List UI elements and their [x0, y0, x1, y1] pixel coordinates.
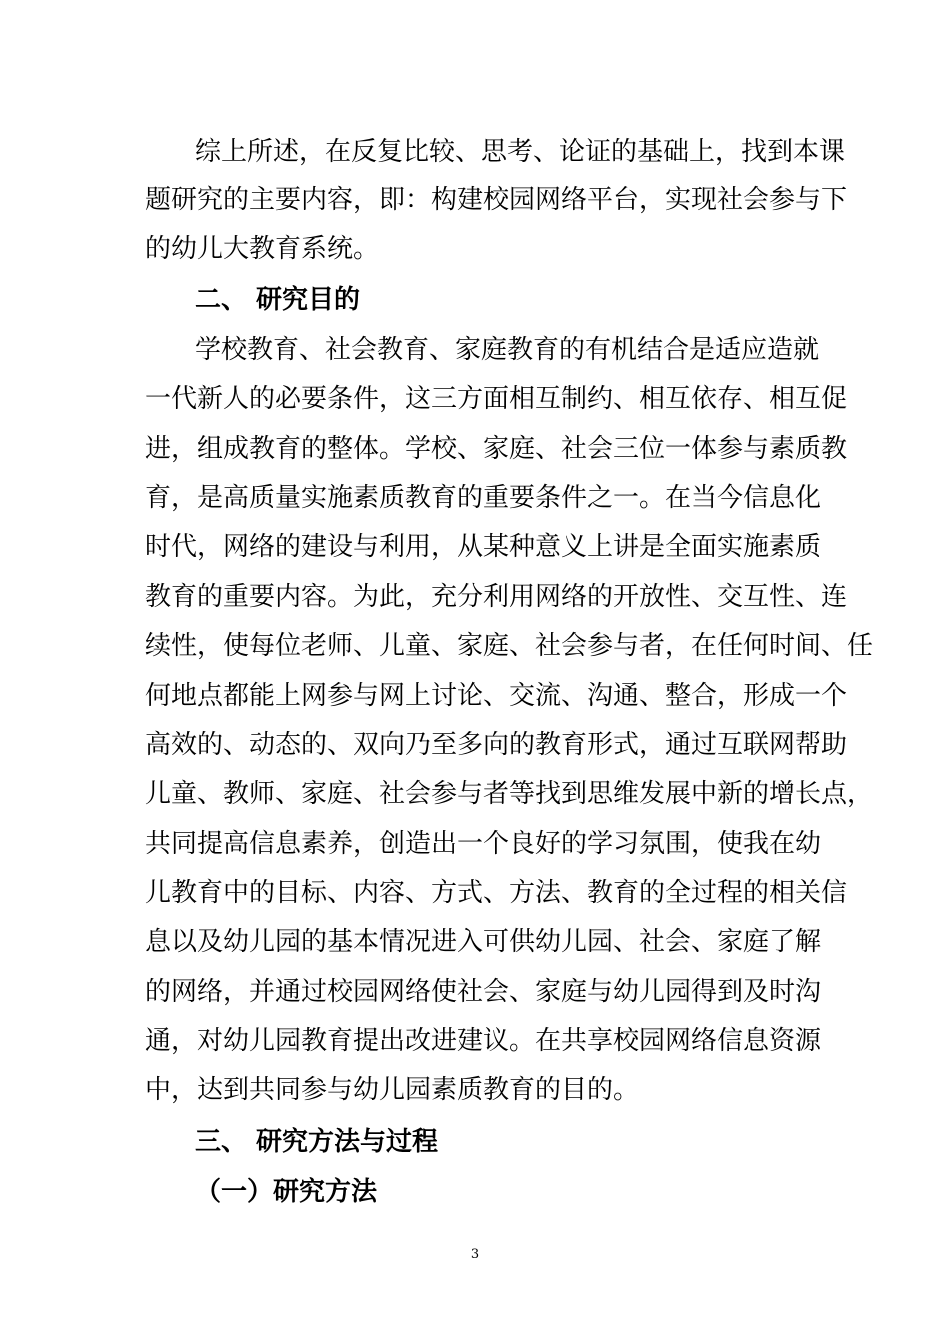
paragraph-line: 育，是高质量实施素质教育的重要条件之一。在当今信息化	[145, 483, 822, 513]
paragraph-line: 一代新人的必要条件，这三方面相互制约、相互依存、相互促	[145, 384, 848, 414]
paragraph-line: 共同提高信息素养，创造出一个良好的学习氛围，使我在幼	[145, 829, 822, 859]
paragraph-line: 进，组成教育的整体。学校、家庭、社会三位一体参与素质教	[145, 434, 848, 464]
paragraph-line: 时代，网络的建设与利用，从某种意义上讲是全面实施素质	[145, 532, 822, 562]
paragraph-line: 高效的、动态的、双向乃至多向的教育形式，通过互联网帮助	[145, 730, 848, 760]
paragraph-line: 何地点都能上网参与网上讨论、交流、沟通、整合，形成一个	[145, 681, 848, 711]
paragraph-line: 中，达到共同参与幼儿园素质教育的目的。	[145, 1075, 640, 1105]
paragraph-line: 综上所述，在反复比较、思考、论证的基础上，找到本课	[195, 137, 846, 167]
paragraph-line: 通，对幼儿园教育提出改进建议。在共享校园网络信息资源	[145, 1026, 822, 1056]
paragraph-line: 儿童、教师、家庭、社会参与者等找到思维发展中新的增长点，	[145, 779, 874, 809]
section-heading: 二、 研究目的	[195, 285, 361, 315]
page-number: 3	[470, 1247, 480, 1262]
paragraph-line: 学校教育、社会教育、家庭教育的有机结合是适应造就	[195, 335, 820, 365]
paragraph-line: 的网络，并通过校园网络使社会、家庭与幼儿园得到及时沟	[145, 977, 822, 1007]
paragraph-line: 儿教育中的目标、内容、方式、方法、教育的全过程的相关信	[145, 878, 848, 908]
paragraph-line: 续性，使每位老师、儿童、家庭、社会参与者，在任何时间、任	[145, 631, 874, 661]
paragraph-line: 题研究的主要内容，即：构建校园网络平台，实现社会参与下	[145, 185, 848, 215]
section-heading: 三、 研究方法与过程	[195, 1127, 439, 1157]
paragraph-line: 教育的重要内容。为此，充分利用网络的开放性、交互性、连	[145, 582, 848, 612]
paragraph-line: 息以及幼儿园的基本情况进入可供幼儿园、社会、家庭了解	[145, 927, 822, 957]
paragraph-line: 的幼儿大教育系统。	[145, 234, 380, 264]
subsection-heading: （一）研究方法	[195, 1177, 378, 1207]
